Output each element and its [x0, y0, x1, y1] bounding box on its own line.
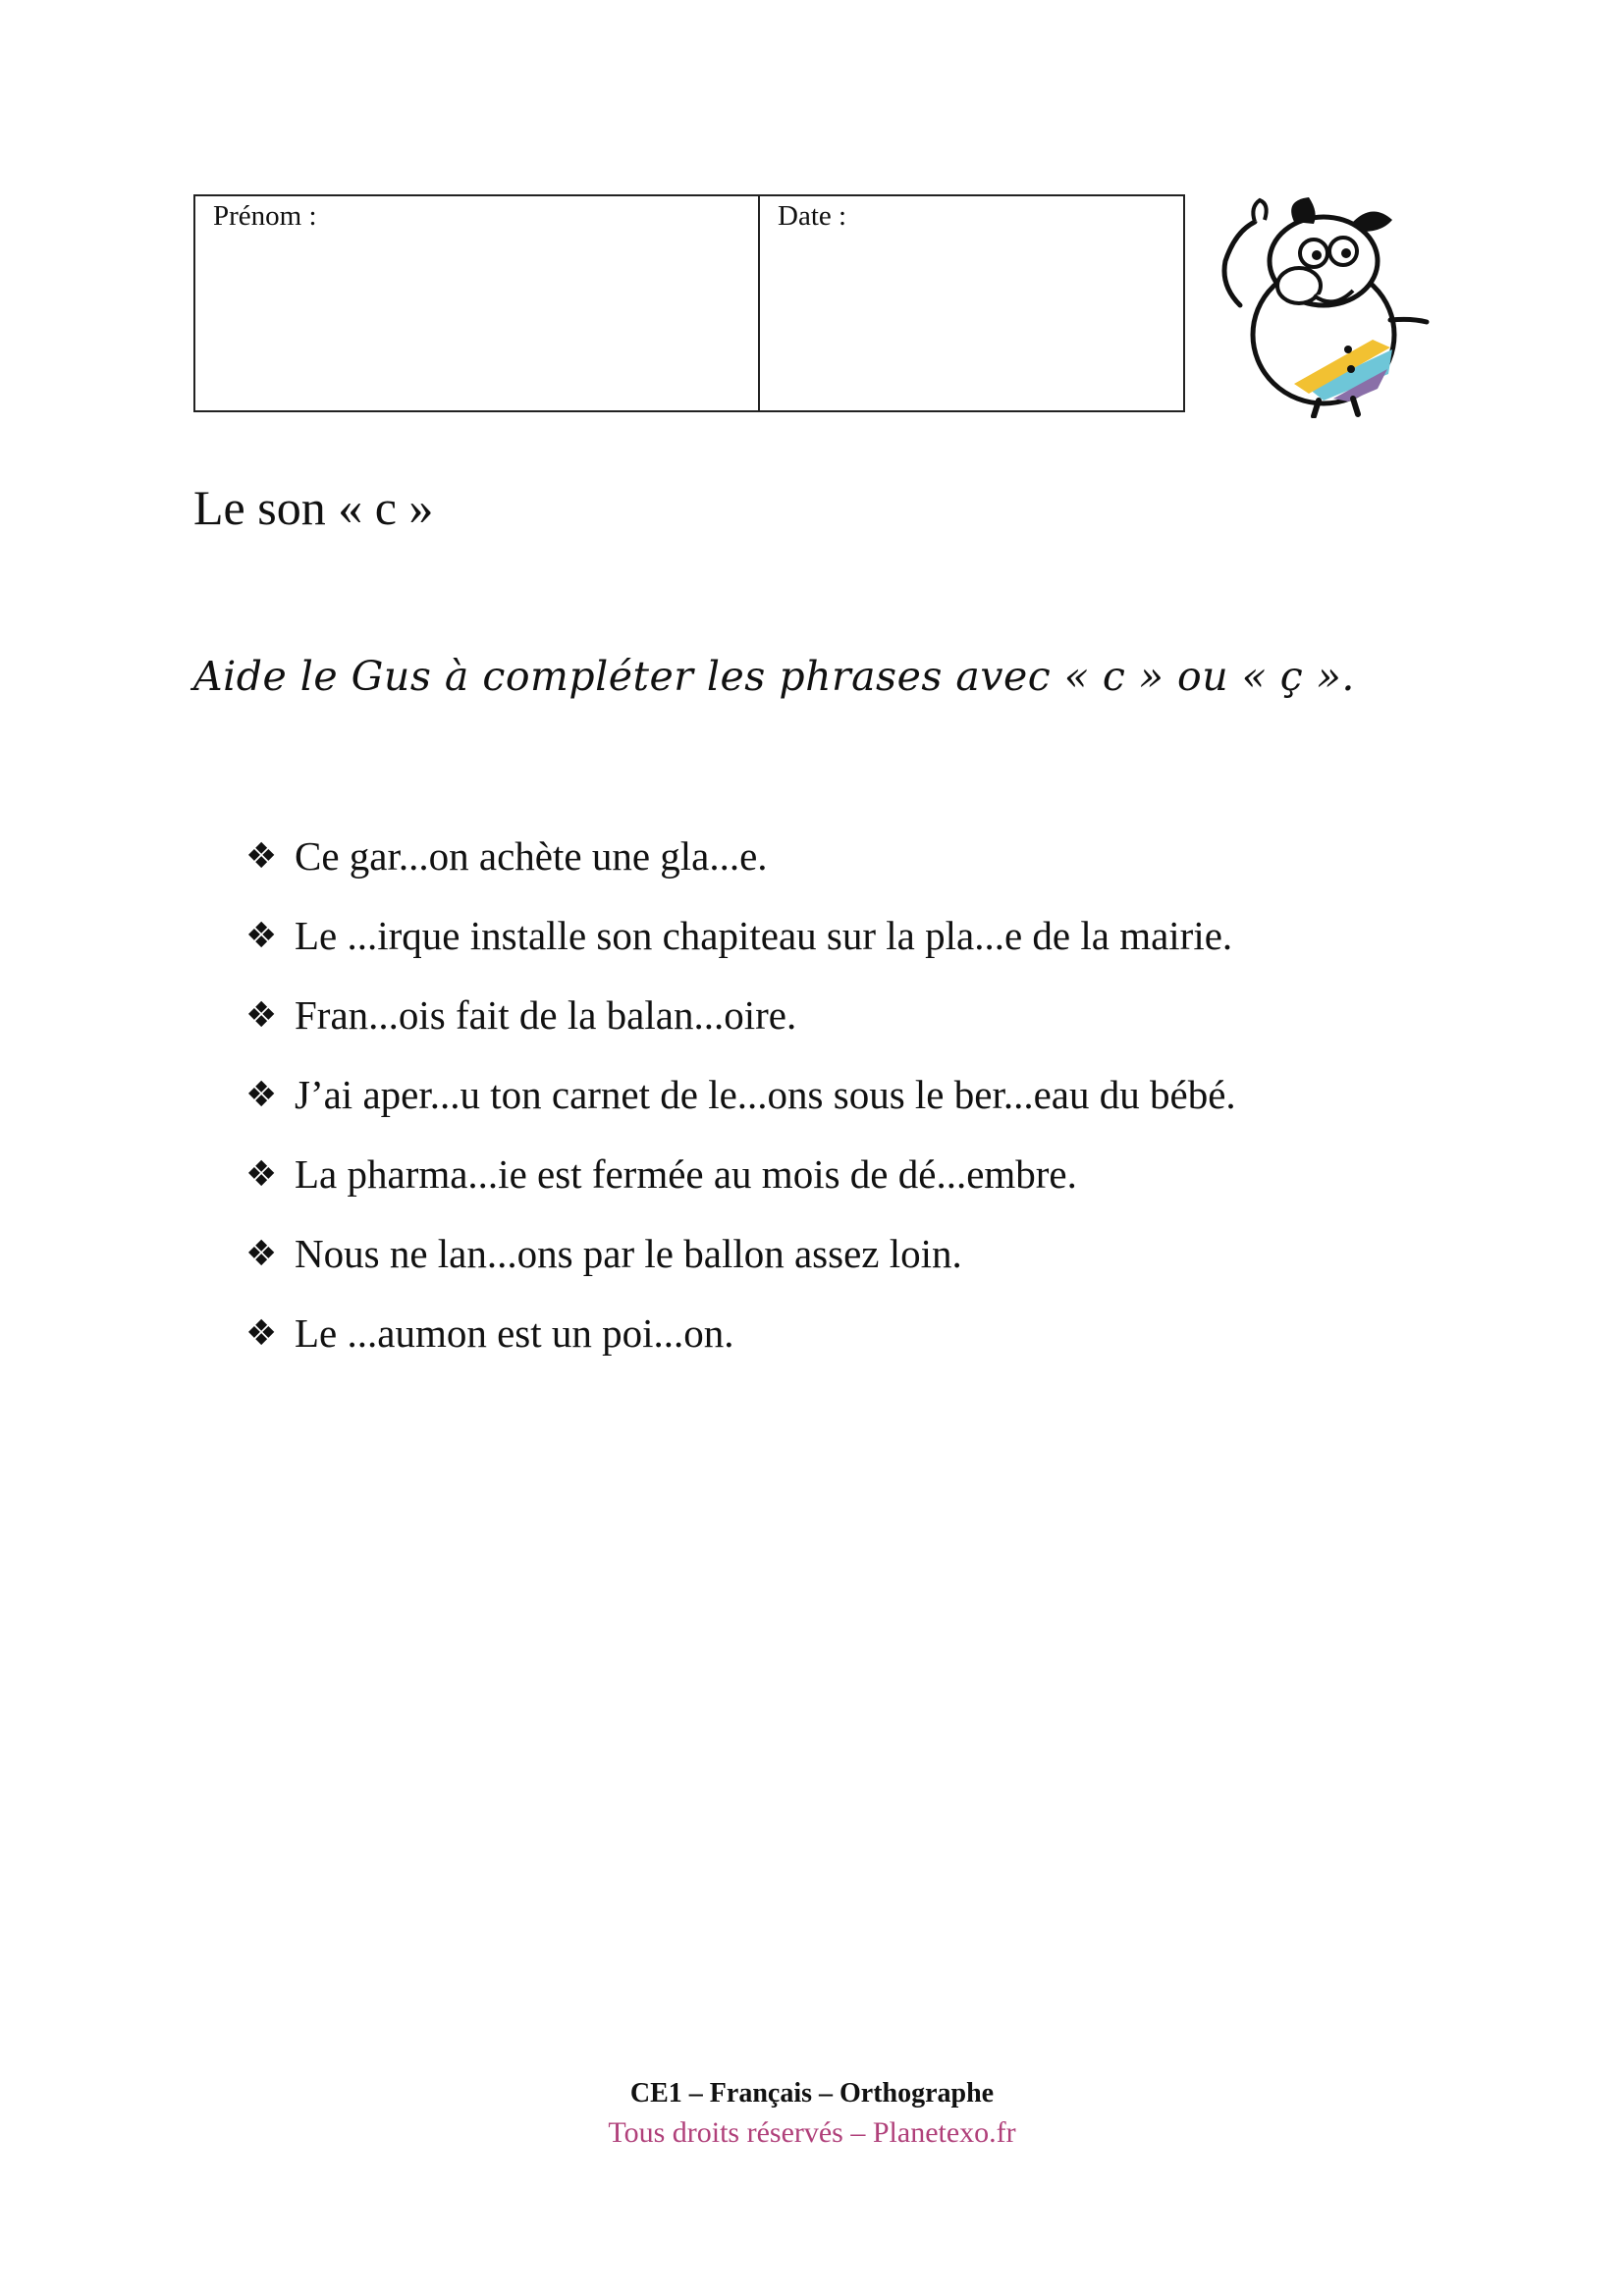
footer-course: CE1 – Français – Orthographe [629, 2078, 995, 2109]
diamond-bullet-icon: ❖ [245, 995, 278, 1036]
exercise-item [245, 1055, 1439, 1135]
diamond-bullet-icon: ❖ [245, 836, 278, 877]
exercise-text: La pharma...ie est fermée au mois de dé...embre. [295, 1151, 1077, 1197]
exercise-item [245, 1214, 1439, 1294]
exercise-item [245, 817, 1439, 896]
diamond-bullet-icon: ❖ [245, 1234, 278, 1274]
exercise-text: Nous ne lan...ons par le ballon assez loin. [295, 1231, 962, 1276]
exercise-text: Fran...ois fait de la balan...oire. [295, 992, 797, 1038]
diamond-bullet-icon: ❖ [245, 1154, 278, 1195]
footer-rights-link[interactable]: Tous droits réservés – Planetexo.fr [608, 2116, 1016, 2149]
exercise-item [245, 976, 1439, 1055]
gus-mascot-icon [1216, 192, 1434, 418]
exercise-text: Le ...irque installe son chapiteau sur la pla...e de la mairie. [295, 913, 1233, 958]
instruction-text: Aide le Gus à compléter les phrases avec « c » ou « ç ». [193, 653, 1355, 700]
diamond-bullet-icon: ❖ [245, 1313, 278, 1354]
exercise-text: J’ai aper...u ton carnet de le...ons sous le ber...eau du bébé. [295, 1072, 1236, 1117]
page-title: Le son « c » [193, 480, 434, 535]
exercise-text: Le ...aumon est un poi...on. [295, 1310, 734, 1356]
name-cell[interactable] [195, 196, 760, 410]
diamond-bullet-icon: ❖ [245, 1075, 278, 1115]
diamond-bullet-icon: ❖ [245, 916, 278, 956]
name-date-table [193, 194, 1185, 412]
exercise-text: Ce gar...on achète une gla...e. [295, 833, 768, 879]
date-cell[interactable] [760, 196, 1183, 410]
exercise-item [245, 896, 1439, 976]
exercise-item [245, 1294, 1439, 1373]
name-label: Prénom : [213, 200, 317, 232]
date-label: Date : [778, 200, 847, 232]
exercise-item [245, 1135, 1439, 1214]
exercise-list [245, 817, 1439, 1373]
